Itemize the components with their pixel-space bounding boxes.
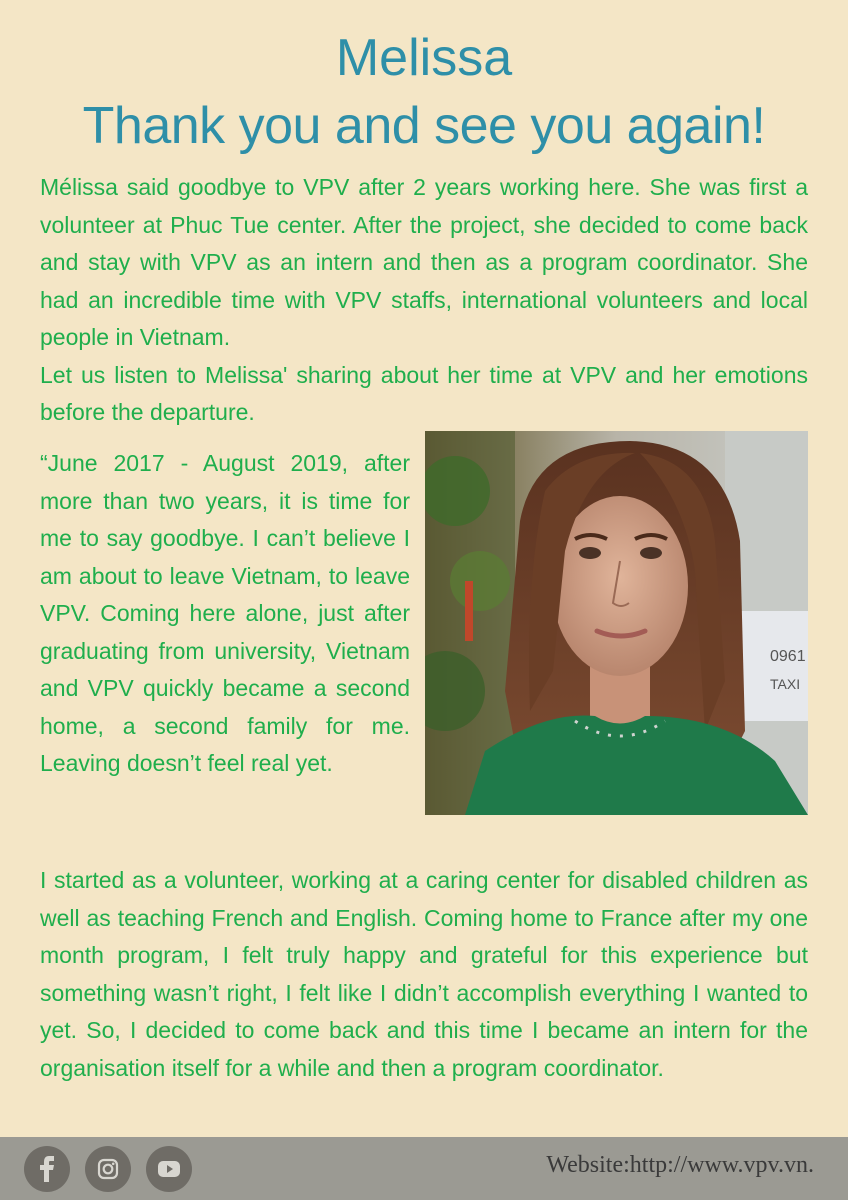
intro-text-1: Mélissa said goodbye to VPV after 2 years working here. She was first a volunteer at Phuc Tue center. After the project, she decided to come back and stay with VPV as an intern and then as a program coordinator. She had an incredible time with VPV staffs, international volunteers and local people in Vietnam. [40,174,808,350]
intro-text-2: Let us listen to Melissa' sharing about her time at VPV and her emotions before the departure. [40,361,808,425]
taxi-sign: TAXI [770,676,801,692]
page-title: Thank you and see you again! [82,97,766,155]
story-paragraph: I started as a volunteer, working at a caring center for disabled children as well as teaching French and English. Coming home to France after my one month program, I felt truly happy and grateful for this experience but something wasn’t right, I felt like I didn’t accomplish everything I wanted to yet. So, I decided to come back and this time I became an intern for the organisation itself for a while and then a program coordinator. [40,867,808,1081]
instagram-icon[interactable] [85,1146,131,1192]
facebook-icon[interactable] [24,1146,70,1192]
portrait-photo [425,431,808,815]
youtube-icon[interactable] [146,1146,192,1192]
quote-paragraph: “June 2017 - August 2019, after more than two years, it is time for me to say goodbye. I can’t believe I am about to leave Vietnam, to leave VPV. Coming here alone, just after graduating from university, Vietnam and VPV quickly became a second home, a second family for me. Leaving doesn’t feel real yet. [40,450,410,776]
intro-paragraph [40,169,808,432]
svg-text:0961: 0961 [770,648,806,665]
website-link[interactable]: Website:http://www.vpv.vn. [546,1152,814,1178]
person-name: Melissa [335,29,513,87]
